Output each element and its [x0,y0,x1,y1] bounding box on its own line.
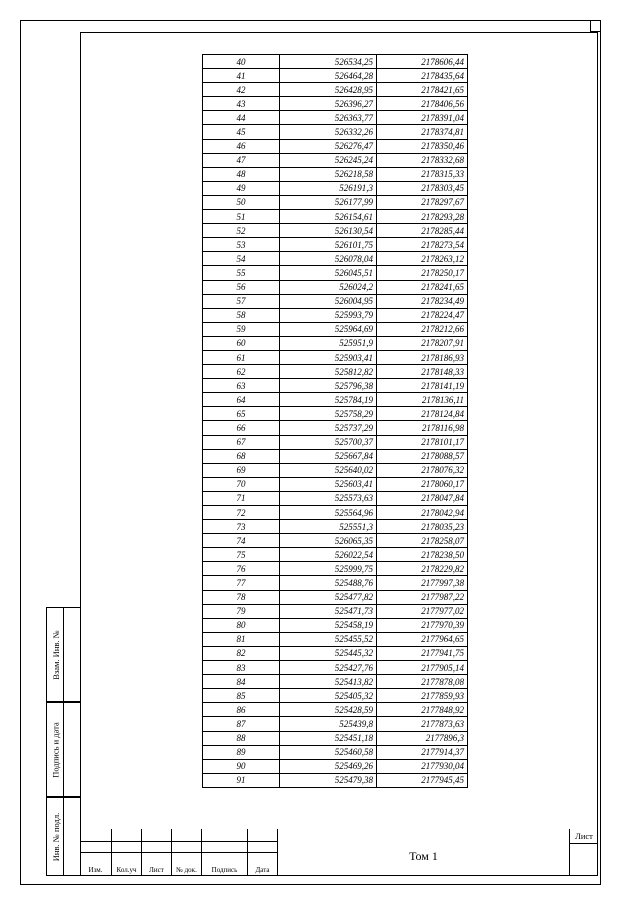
table-row [203,365,468,379]
x-coordinate-cell: 526534,25 [280,55,377,69]
x-coordinate-cell: 525428,59 [280,703,377,717]
y-coordinate-cell: 2177970,39 [377,618,468,632]
y-coordinate-cell: 2178116,98 [377,421,468,435]
point-number-cell: 54 [203,252,280,266]
point-number-cell: 68 [203,449,280,463]
y-coordinate-cell: 2178060,17 [377,477,468,491]
x-coordinate-cell: 525573,63 [280,491,377,505]
table-row [203,153,468,167]
y-coordinate-cell: 2178124,84 [377,407,468,421]
x-coordinate-cell: 525784,19 [280,393,377,407]
x-coordinate-cell: 525460,58 [280,745,377,759]
x-coordinate-cell: 525551,3 [280,520,377,534]
x-coordinate-cell: 526191,3 [280,181,377,195]
stamp-sheet-label: Лист [570,829,598,844]
point-number-cell: 86 [203,703,280,717]
x-coordinate-cell: 526065,35 [280,534,377,548]
y-coordinate-cell: 2178273,54 [377,238,468,252]
y-coordinate-cell: 2178285,44 [377,224,468,238]
x-coordinate-cell: 525951,9 [280,336,377,350]
point-number-cell: 59 [203,322,280,336]
x-coordinate-cell: 525445,32 [280,646,377,660]
table-row [203,745,468,759]
table-row [203,491,468,505]
frame-corner-mark [590,20,601,32]
x-coordinate-cell: 525413,82 [280,675,377,689]
x-coordinate-cell: 525964,69 [280,322,377,336]
x-coordinate-cell: 526101,75 [280,238,377,252]
y-coordinate-cell: 2178047,84 [377,491,468,505]
stamp-header-signature: Подпись [202,853,248,876]
table-row [203,252,468,266]
table-row [203,125,468,139]
y-coordinate-cell: 2178250,17 [377,266,468,280]
point-number-cell: 78 [203,590,280,604]
table-row [203,224,468,238]
point-number-cell: 71 [203,491,280,505]
x-coordinate-cell: 525796,38 [280,379,377,393]
table-row [203,661,468,675]
side-field-orig-inv [46,797,80,876]
x-coordinate-cell: 525737,29 [280,421,377,435]
point-number-cell: 76 [203,562,280,576]
point-number-cell: 69 [203,463,280,477]
y-coordinate-cell: 2178303,45 [377,181,468,195]
x-coordinate-cell: 526078,04 [280,252,377,266]
x-coordinate-cell: 526045,51 [280,266,377,280]
table-row [203,167,468,181]
x-coordinate-cell: 525667,84 [280,449,377,463]
point-number-cell: 64 [203,393,280,407]
table-row [203,55,468,69]
point-number-cell: 90 [203,759,280,773]
table-row [203,181,468,195]
table-row [203,97,468,111]
point-number-cell: 80 [203,618,280,632]
point-number-cell: 85 [203,689,280,703]
x-coordinate-cell: 526218,58 [280,167,377,181]
point-number-cell: 51 [203,210,280,224]
x-coordinate-cell: 525564,96 [280,506,377,520]
table-row [203,139,468,153]
y-coordinate-cell: 2178406,56 [377,97,468,111]
point-number-cell: 79 [203,604,280,618]
point-number-cell: 84 [203,675,280,689]
x-coordinate-cell: 526245,24 [280,153,377,167]
y-coordinate-cell: 2178238,50 [377,548,468,562]
y-coordinate-cell: 2178076,32 [377,463,468,477]
x-coordinate-cell: 525700,37 [280,435,377,449]
y-coordinate-cell: 2178224,47 [377,308,468,322]
point-number-cell: 60 [203,336,280,350]
y-coordinate-cell: 2178421,65 [377,83,468,97]
table-row [203,689,468,703]
y-coordinate-cell: 2178293,28 [377,210,468,224]
x-coordinate-cell: 526276,47 [280,139,377,153]
point-number-cell: 72 [203,506,280,520]
stamp-header-sheet: Лист [142,853,172,876]
x-coordinate-cell: 525479,38 [280,773,377,787]
point-number-cell: 41 [203,69,280,83]
point-number-cell: 67 [203,435,280,449]
table-row [203,604,468,618]
y-coordinate-cell: 2178101,17 [377,435,468,449]
y-coordinate-cell: 2178212,66 [377,322,468,336]
y-coordinate-cell: 2177914,37 [377,745,468,759]
table-row [203,83,468,97]
y-coordinate-cell: 2178035,23 [377,520,468,534]
stamp-header-doc-no: № док. [172,853,202,876]
table-row [203,506,468,520]
stamp-title: Том 1 [278,829,570,876]
y-coordinate-cell: 2178207,91 [377,336,468,350]
title-block [80,829,598,876]
side-label-orig-inv: Инв. № подл. [51,812,61,861]
table-row [203,238,468,252]
point-number-cell: 74 [203,534,280,548]
point-number-cell: 45 [203,125,280,139]
x-coordinate-cell: 525477,82 [280,590,377,604]
y-coordinate-cell: 2178241,65 [377,280,468,294]
x-coordinate-cell: 526363,77 [280,111,377,125]
point-number-cell: 58 [203,308,280,322]
table-row [203,731,468,745]
y-coordinate-cell: 2177997,38 [377,576,468,590]
y-coordinate-cell: 2178391,04 [377,111,468,125]
point-number-cell: 75 [203,548,280,562]
side-label-replace-inv: Взам. Инв. № [51,629,61,680]
x-coordinate-cell: 525488,76 [280,576,377,590]
table-row [203,562,468,576]
x-coordinate-cell: 526004,95 [280,294,377,308]
table-row [203,773,468,787]
y-coordinate-cell: 2177848,92 [377,703,468,717]
point-number-cell: 66 [203,421,280,435]
table-row [203,280,468,294]
stamp-header-qty: Кол.уч [112,853,142,876]
y-coordinate-cell: 2178315,33 [377,167,468,181]
table-row [203,379,468,393]
table-row [203,336,468,350]
point-number-cell: 48 [203,167,280,181]
table-row [203,210,468,224]
table-row [203,632,468,646]
point-number-cell: 91 [203,773,280,787]
x-coordinate-cell: 526024,2 [280,280,377,294]
point-number-cell: 49 [203,181,280,195]
point-number-cell: 47 [203,153,280,167]
y-coordinate-cell: 2178297,67 [377,195,468,209]
table-row [203,111,468,125]
point-number-cell: 89 [203,745,280,759]
table-row [203,703,468,717]
side-field-signature-date [46,702,80,797]
y-coordinate-cell: 2177941,75 [377,646,468,660]
y-coordinate-cell: 2177905,14 [377,661,468,675]
x-coordinate-cell: 526464,28 [280,69,377,83]
x-coordinate-cell: 525469,26 [280,759,377,773]
point-number-cell: 56 [203,280,280,294]
y-coordinate-cell: 2177873,63 [377,717,468,731]
table-row [203,548,468,562]
y-coordinate-cell: 2177977,02 [377,604,468,618]
x-coordinate-cell: 526332,26 [280,125,377,139]
x-coordinate-cell: 525903,41 [280,350,377,364]
table-row [203,534,468,548]
point-number-cell: 65 [203,407,280,421]
table-row [203,69,468,83]
point-number-cell: 62 [203,365,280,379]
point-number-cell: 87 [203,717,280,731]
x-coordinate-cell: 526022,54 [280,548,377,562]
table-row [203,618,468,632]
side-label-signature-date: Подпись и дата [51,721,62,778]
table-row [203,322,468,336]
y-coordinate-cell: 2178088,57 [377,449,468,463]
y-coordinate-cell: 2178263,12 [377,252,468,266]
y-coordinate-cell: 2178186,93 [377,350,468,364]
table-row [203,449,468,463]
y-coordinate-cell: 2178374,81 [377,125,468,139]
point-number-cell: 44 [203,111,280,125]
y-coordinate-cell: 2178332,68 [377,153,468,167]
x-coordinate-cell: 525640,02 [280,463,377,477]
y-coordinate-cell: 2178229,82 [377,562,468,576]
x-coordinate-cell: 525993,79 [280,308,377,322]
point-number-cell: 43 [203,97,280,111]
y-coordinate-cell: 2178606,44 [377,55,468,69]
y-coordinate-cell: 2177987,22 [377,590,468,604]
point-number-cell: 63 [203,379,280,393]
table-row [203,590,468,604]
side-field-replace-inv [46,607,80,702]
y-coordinate-cell: 2178148,33 [377,365,468,379]
point-number-cell: 82 [203,646,280,660]
table-row [203,195,468,209]
y-coordinate-cell: 2178435,64 [377,69,468,83]
point-number-cell: 77 [203,576,280,590]
stamp-header-change: Изм. [80,853,112,876]
y-coordinate-cell: 2177945,45 [377,773,468,787]
x-coordinate-cell: 525471,73 [280,604,377,618]
x-coordinate-cell: 525458,19 [280,618,377,632]
point-number-cell: 55 [203,266,280,280]
point-number-cell: 50 [203,195,280,209]
point-number-cell: 53 [203,238,280,252]
coordinates-table [202,54,468,788]
x-coordinate-cell: 525439,8 [280,717,377,731]
x-coordinate-cell: 525455,52 [280,632,377,646]
table-row [203,759,468,773]
x-coordinate-cell: 526428,95 [280,83,377,97]
x-coordinate-cell: 525451,18 [280,731,377,745]
y-coordinate-cell: 2177964,65 [377,632,468,646]
x-coordinate-cell: 525603,41 [280,477,377,491]
table-row [203,421,468,435]
x-coordinate-cell: 526177,99 [280,195,377,209]
x-coordinate-cell: 526154,61 [280,210,377,224]
table-row [203,477,468,491]
x-coordinate-cell: 525758,29 [280,407,377,421]
y-coordinate-cell: 2178141,19 [377,379,468,393]
table-row [203,463,468,477]
x-coordinate-cell: 525999,75 [280,562,377,576]
x-coordinate-cell: 525812,82 [280,365,377,379]
point-number-cell: 57 [203,294,280,308]
point-number-cell: 88 [203,731,280,745]
x-coordinate-cell: 525405,32 [280,689,377,703]
y-coordinate-cell: 2177859,93 [377,689,468,703]
y-coordinate-cell: 2178136,11 [377,393,468,407]
y-coordinate-cell: 2178042,94 [377,506,468,520]
table-row [203,294,468,308]
y-coordinate-cell: 2177896,3 [377,731,468,745]
point-number-cell: 52 [203,224,280,238]
table-row [203,407,468,421]
point-number-cell: 42 [203,83,280,97]
table-row [203,308,468,322]
table-row [203,266,468,280]
y-coordinate-cell: 2178258,07 [377,534,468,548]
x-coordinate-cell: 525427,76 [280,661,377,675]
point-number-cell: 81 [203,632,280,646]
x-coordinate-cell: 526396,27 [280,97,377,111]
table-row [203,350,468,364]
x-coordinate-cell: 526130,54 [280,224,377,238]
y-coordinate-cell: 2178350,46 [377,139,468,153]
y-coordinate-cell: 2177878,08 [377,675,468,689]
table-row [203,576,468,590]
point-number-cell: 70 [203,477,280,491]
y-coordinate-cell: 2178234,49 [377,294,468,308]
table-row [203,646,468,660]
table-row [203,520,468,534]
point-number-cell: 61 [203,350,280,364]
point-number-cell: 83 [203,661,280,675]
table-row [203,675,468,689]
point-number-cell: 40 [203,55,280,69]
table-row [203,435,468,449]
table-row [203,717,468,731]
y-coordinate-cell: 2177930,04 [377,759,468,773]
point-number-cell: 46 [203,139,280,153]
point-number-cell: 73 [203,520,280,534]
stamp-header-date: Дата [248,853,278,876]
table-row [203,393,468,407]
